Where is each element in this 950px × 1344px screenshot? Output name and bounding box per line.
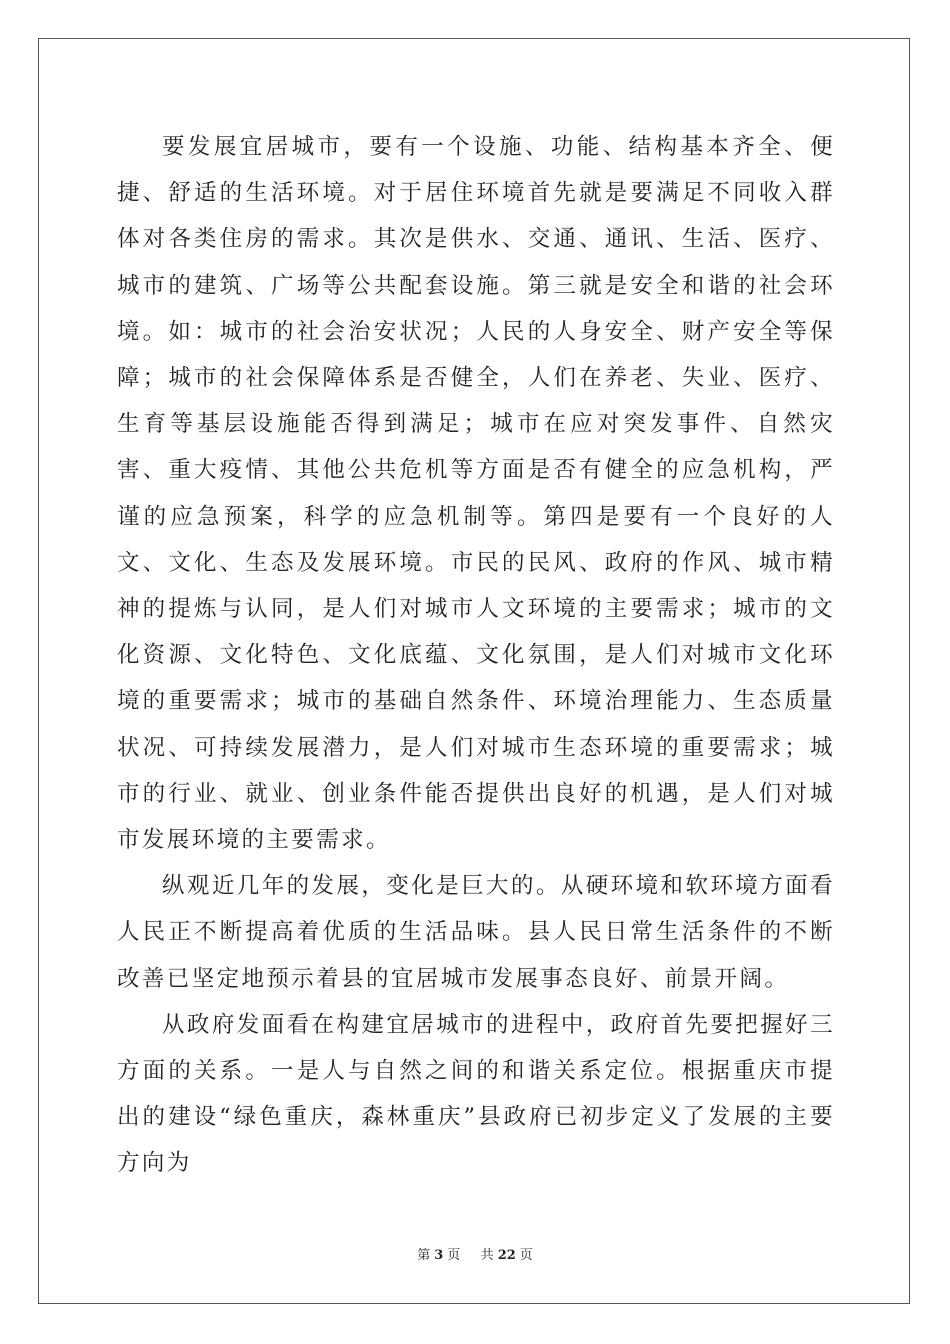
paragraph-3: 从政府发面看在构建宜居城市的进程中，政府首先要把握好三方面的关系。一是人与自然之间的和谐关系定位。根据重庆市提出的建设“绿色重庆，森林重庆”县政府已初步定义了发展的主要方向为 — [117, 1011, 835, 1177]
footer-total-prefix: 共 — [480, 1248, 494, 1263]
current-page-number: 3 — [434, 1248, 444, 1263]
paragraph-2: 纵观近几年的发展，变化是巨大的。从硬环境和软环境方面看人民正不断提高着优质的生活品味。县人民日常生活条件的不断改善已坚定地预示着县的宜居城市发展事态良好、前景开阔。 — [117, 873, 835, 992]
footer-total-pages — [479, 1248, 535, 1263]
footer-page-suffix: 页 — [447, 1248, 461, 1263]
footer-prefix: 第 — [417, 1248, 431, 1263]
footer-current-page — [415, 1248, 462, 1263]
document-body — [117, 124, 835, 1187]
total-page-number: 22 — [497, 1248, 516, 1263]
paragraph-1: 要发展宜居城市，要有一个设施、功能、结构基本齐全、便捷、舒适的生活环境。对于居住环境首先就是要满足不同收入群体对各类住房的需求。其次是供水、交通、通讯、生活、医疗、城市的建筑、广场等公共配套设施。第三就是安全和谐的社会环境。如：城市的社会治安状况；人民的人身安全、财产安全等保障；城市的社会保障体系是否健全，人们在养老、失业、医疗、生育等基层设施能否得到满足；城市在应对突发事件、自然灾害、重大疫情、其他公共危机等方面是否有健全的应急机构，严谨的应急预案，科学的应急机制等。第四是要有一个良好的人文、文化、生态及发展环境。市民的民风、政府的作风、城市精神的提炼与认同，是人们对城市人文环境的主要需求；城市的文化资源、文化特色、文化底蕴、文化氛围，是人们对城市文化环境的重要需求；城市的基础自然条件、环境治理能力、生态质量状况、可持续发展潜力，是人们对城市生态环境的重要需求；城市的行业、就业、创业条件能否提供出良好的机遇，是人们对城市发展环境的主要需求。 — [117, 134, 835, 854]
page-footer — [0, 1244, 950, 1263]
footer-total-suffix: 页 — [519, 1248, 533, 1263]
